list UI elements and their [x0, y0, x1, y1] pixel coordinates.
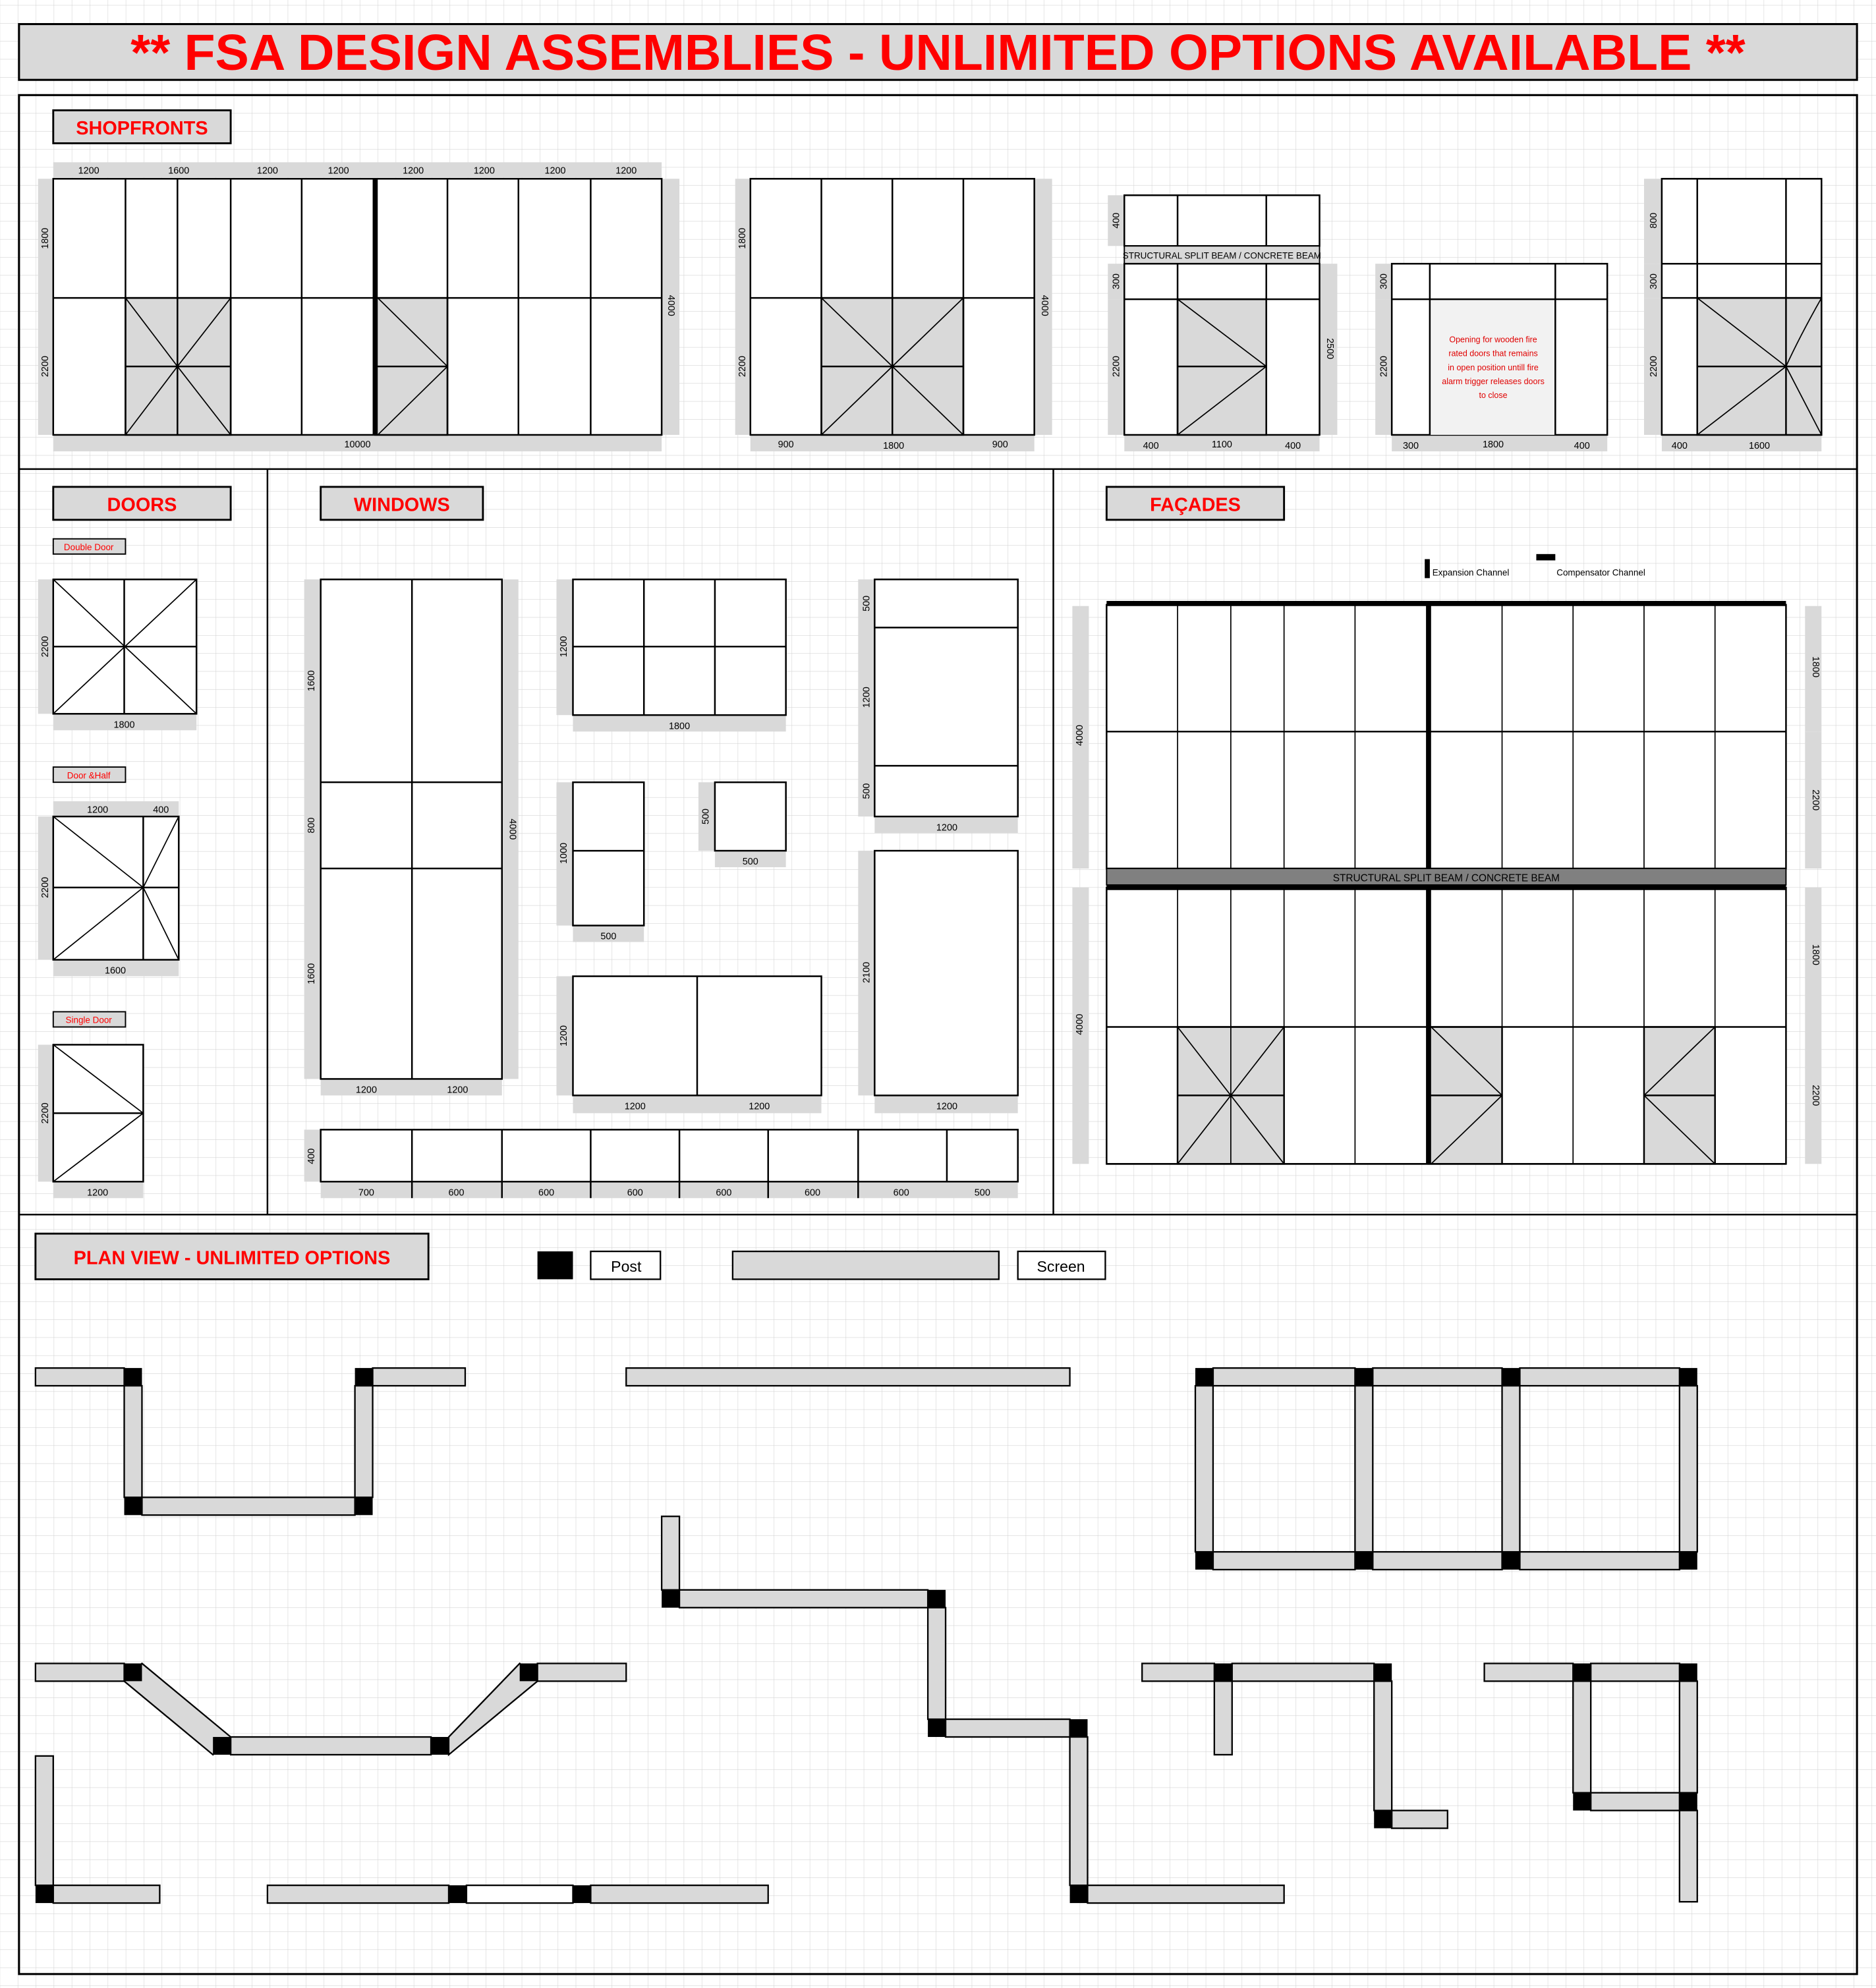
svg-text:1200: 1200 [936, 1101, 957, 1112]
svg-text:1200: 1200 [749, 1101, 770, 1112]
svg-text:300: 300 [1111, 273, 1122, 290]
svg-text:600: 600 [538, 1187, 555, 1199]
svg-text:1200: 1200 [87, 805, 109, 816]
svg-text:4000: 4000 [507, 818, 518, 840]
svg-text:alarm trigger releases doors: alarm trigger releases doors [1442, 377, 1545, 387]
shopfront-5[interactable] [1644, 179, 1821, 451]
svg-text:600: 600 [805, 1187, 821, 1199]
svg-text:1200: 1200 [544, 165, 566, 177]
facades-header-label: FAÇADES [1150, 494, 1241, 516]
post-swatch [538, 1251, 573, 1279]
svg-text:1800: 1800 [1483, 440, 1504, 451]
shopfronts-header-label: SHOPFRONTS [76, 117, 208, 139]
svg-text:STRUCTURAL SPLIT BEAM / CONCRE: STRUCTURAL SPLIT BEAM / CONCRETE BEAM [1332, 872, 1560, 884]
svg-text:400: 400 [1671, 441, 1688, 452]
svg-text:Door &Half: Door &Half [67, 770, 111, 781]
shopfront-1[interactable] [38, 162, 679, 451]
svg-text:1200: 1200 [624, 1101, 646, 1112]
svg-text:Expansion Channel: Expansion Channel [1432, 567, 1510, 578]
svg-text:1200: 1200 [256, 165, 278, 177]
shopfront-3[interactable] [1108, 195, 1337, 451]
plan-straight-run[interactable] [626, 1368, 1069, 1386]
svg-text:1800: 1800 [737, 227, 749, 249]
svg-text:4000: 4000 [1074, 724, 1085, 747]
svg-text:500: 500 [861, 595, 872, 611]
svg-text:300: 300 [1649, 273, 1660, 290]
svg-text:400: 400 [1285, 441, 1301, 452]
page-title: ** FSA DESIGN ASSEMBLIES - UNLIMITED OPTIONS AVAILABLE ** [130, 24, 1746, 81]
svg-text:1200: 1200 [447, 1085, 469, 1096]
svg-text:900: 900 [992, 440, 1008, 451]
svg-text:1200: 1200 [78, 165, 99, 177]
svg-text:STRUCTURAL SPLIT BEAM / CONCRE: STRUCTURAL SPLIT BEAM / CONCRETE BEAM [1122, 250, 1322, 261]
svg-text:4000: 4000 [1074, 1013, 1085, 1035]
svg-text:400: 400 [306, 1148, 318, 1164]
svg-text:1600: 1600 [306, 670, 318, 692]
svg-text:2200: 2200 [40, 636, 51, 658]
svg-text:4000: 4000 [665, 295, 676, 316]
window-7[interactable] [858, 851, 1017, 1113]
svg-text:2200: 2200 [40, 876, 51, 898]
svg-text:2200: 2200 [40, 356, 51, 378]
svg-text:500: 500 [742, 857, 758, 868]
svg-text:Post: Post [611, 1257, 642, 1275]
plan-legend [538, 1251, 1106, 1279]
svg-text:2500: 2500 [1324, 338, 1336, 360]
svg-text:600: 600 [716, 1187, 732, 1199]
fire-door-note: Opening for wooden fire [1449, 335, 1537, 345]
svg-text:2200: 2200 [1649, 356, 1660, 378]
compensator-channel-swatch [1536, 554, 1555, 561]
svg-text:800: 800 [1649, 212, 1660, 229]
svg-text:1800: 1800 [669, 721, 691, 732]
svg-text:2200: 2200 [1379, 356, 1390, 378]
svg-text:900: 900 [778, 440, 794, 451]
svg-text:500: 500 [861, 783, 872, 799]
svg-text:Single Door: Single Door [65, 1015, 112, 1025]
facade-lower[interactable] [1072, 888, 1821, 1164]
svg-text:1600: 1600 [1748, 441, 1771, 452]
svg-text:Compensator Channel: Compensator Channel [1556, 567, 1645, 578]
window-1[interactable] [304, 579, 519, 1095]
svg-text:400: 400 [1574, 441, 1590, 452]
svg-text:2200: 2200 [1111, 356, 1122, 378]
svg-text:400: 400 [153, 805, 169, 816]
screen-swatch [733, 1251, 999, 1279]
svg-text:600: 600 [448, 1187, 465, 1199]
svg-text:600: 600 [627, 1187, 643, 1199]
svg-text:2200: 2200 [1809, 1085, 1821, 1106]
svg-text:1800: 1800 [883, 441, 905, 452]
svg-text:to close: to close [1479, 391, 1508, 401]
svg-text:4000: 4000 [1039, 295, 1050, 316]
svg-text:500: 500 [700, 809, 712, 825]
window-4[interactable] [556, 782, 644, 942]
svg-text:1200: 1200 [403, 165, 424, 177]
svg-text:in open position untill fire: in open position untill fire [1448, 362, 1539, 372]
svg-text:1600: 1600 [105, 965, 127, 977]
svg-text:Screen: Screen [1037, 1257, 1085, 1275]
svg-text:rated doors that remains: rated doors that remains [1448, 349, 1538, 358]
svg-text:1800: 1800 [1809, 656, 1821, 678]
svg-text:400: 400 [1143, 441, 1159, 452]
svg-text:1100: 1100 [1211, 440, 1232, 451]
windows-header-label: WINDOWS [353, 494, 450, 516]
window-8[interactable] [304, 1129, 1018, 1198]
svg-text:400: 400 [1111, 212, 1122, 229]
svg-text:1600: 1600 [168, 165, 190, 177]
plan-door-gap-run[interactable] [268, 1885, 768, 1903]
svg-text:1800: 1800 [1809, 944, 1821, 965]
svg-text:2200: 2200 [1809, 789, 1821, 811]
svg-text:1200: 1200 [861, 687, 872, 708]
svg-text:10000: 10000 [344, 440, 371, 451]
svg-text:1200: 1200 [473, 165, 495, 177]
svg-text:500: 500 [600, 931, 617, 942]
svg-text:1200: 1200 [615, 165, 637, 177]
svg-text:1200: 1200 [558, 636, 569, 658]
window-3[interactable] [858, 579, 1017, 833]
svg-text:2200: 2200 [737, 356, 749, 378]
svg-text:1800: 1800 [113, 720, 135, 731]
svg-text:1200: 1200 [327, 165, 349, 177]
svg-text:800: 800 [306, 817, 318, 834]
doors-header-label: DOORS [107, 494, 177, 516]
shopfront-4[interactable] [1375, 264, 1607, 451]
svg-text:1200: 1200 [87, 1187, 109, 1199]
plan-view-header-label: PLAN VIEW - UNLIMITED OPTIONS [73, 1247, 391, 1269]
svg-text:2200: 2200 [40, 1102, 51, 1124]
svg-text:1200: 1200 [558, 1025, 569, 1047]
shopfront-2[interactable] [735, 179, 1052, 451]
svg-text:2100: 2100 [861, 961, 872, 983]
svg-text:Double Door: Double Door [63, 542, 114, 553]
window-6[interactable] [556, 977, 821, 1114]
svg-text:600: 600 [893, 1187, 909, 1199]
svg-text:1200: 1200 [936, 822, 957, 834]
svg-text:500: 500 [974, 1187, 990, 1199]
svg-text:300: 300 [1402, 441, 1419, 452]
svg-text:1800: 1800 [40, 227, 51, 249]
svg-text:1200: 1200 [355, 1085, 377, 1096]
expansion-channel-swatch [1425, 559, 1430, 579]
facade-upper[interactable] [1072, 604, 1821, 868]
window-2[interactable] [556, 579, 785, 731]
svg-text:1600: 1600 [306, 963, 318, 984]
title-banner [19, 24, 1857, 81]
svg-text:1000: 1000 [558, 842, 569, 864]
svg-text:700: 700 [358, 1187, 374, 1199]
svg-text:300: 300 [1379, 273, 1390, 290]
